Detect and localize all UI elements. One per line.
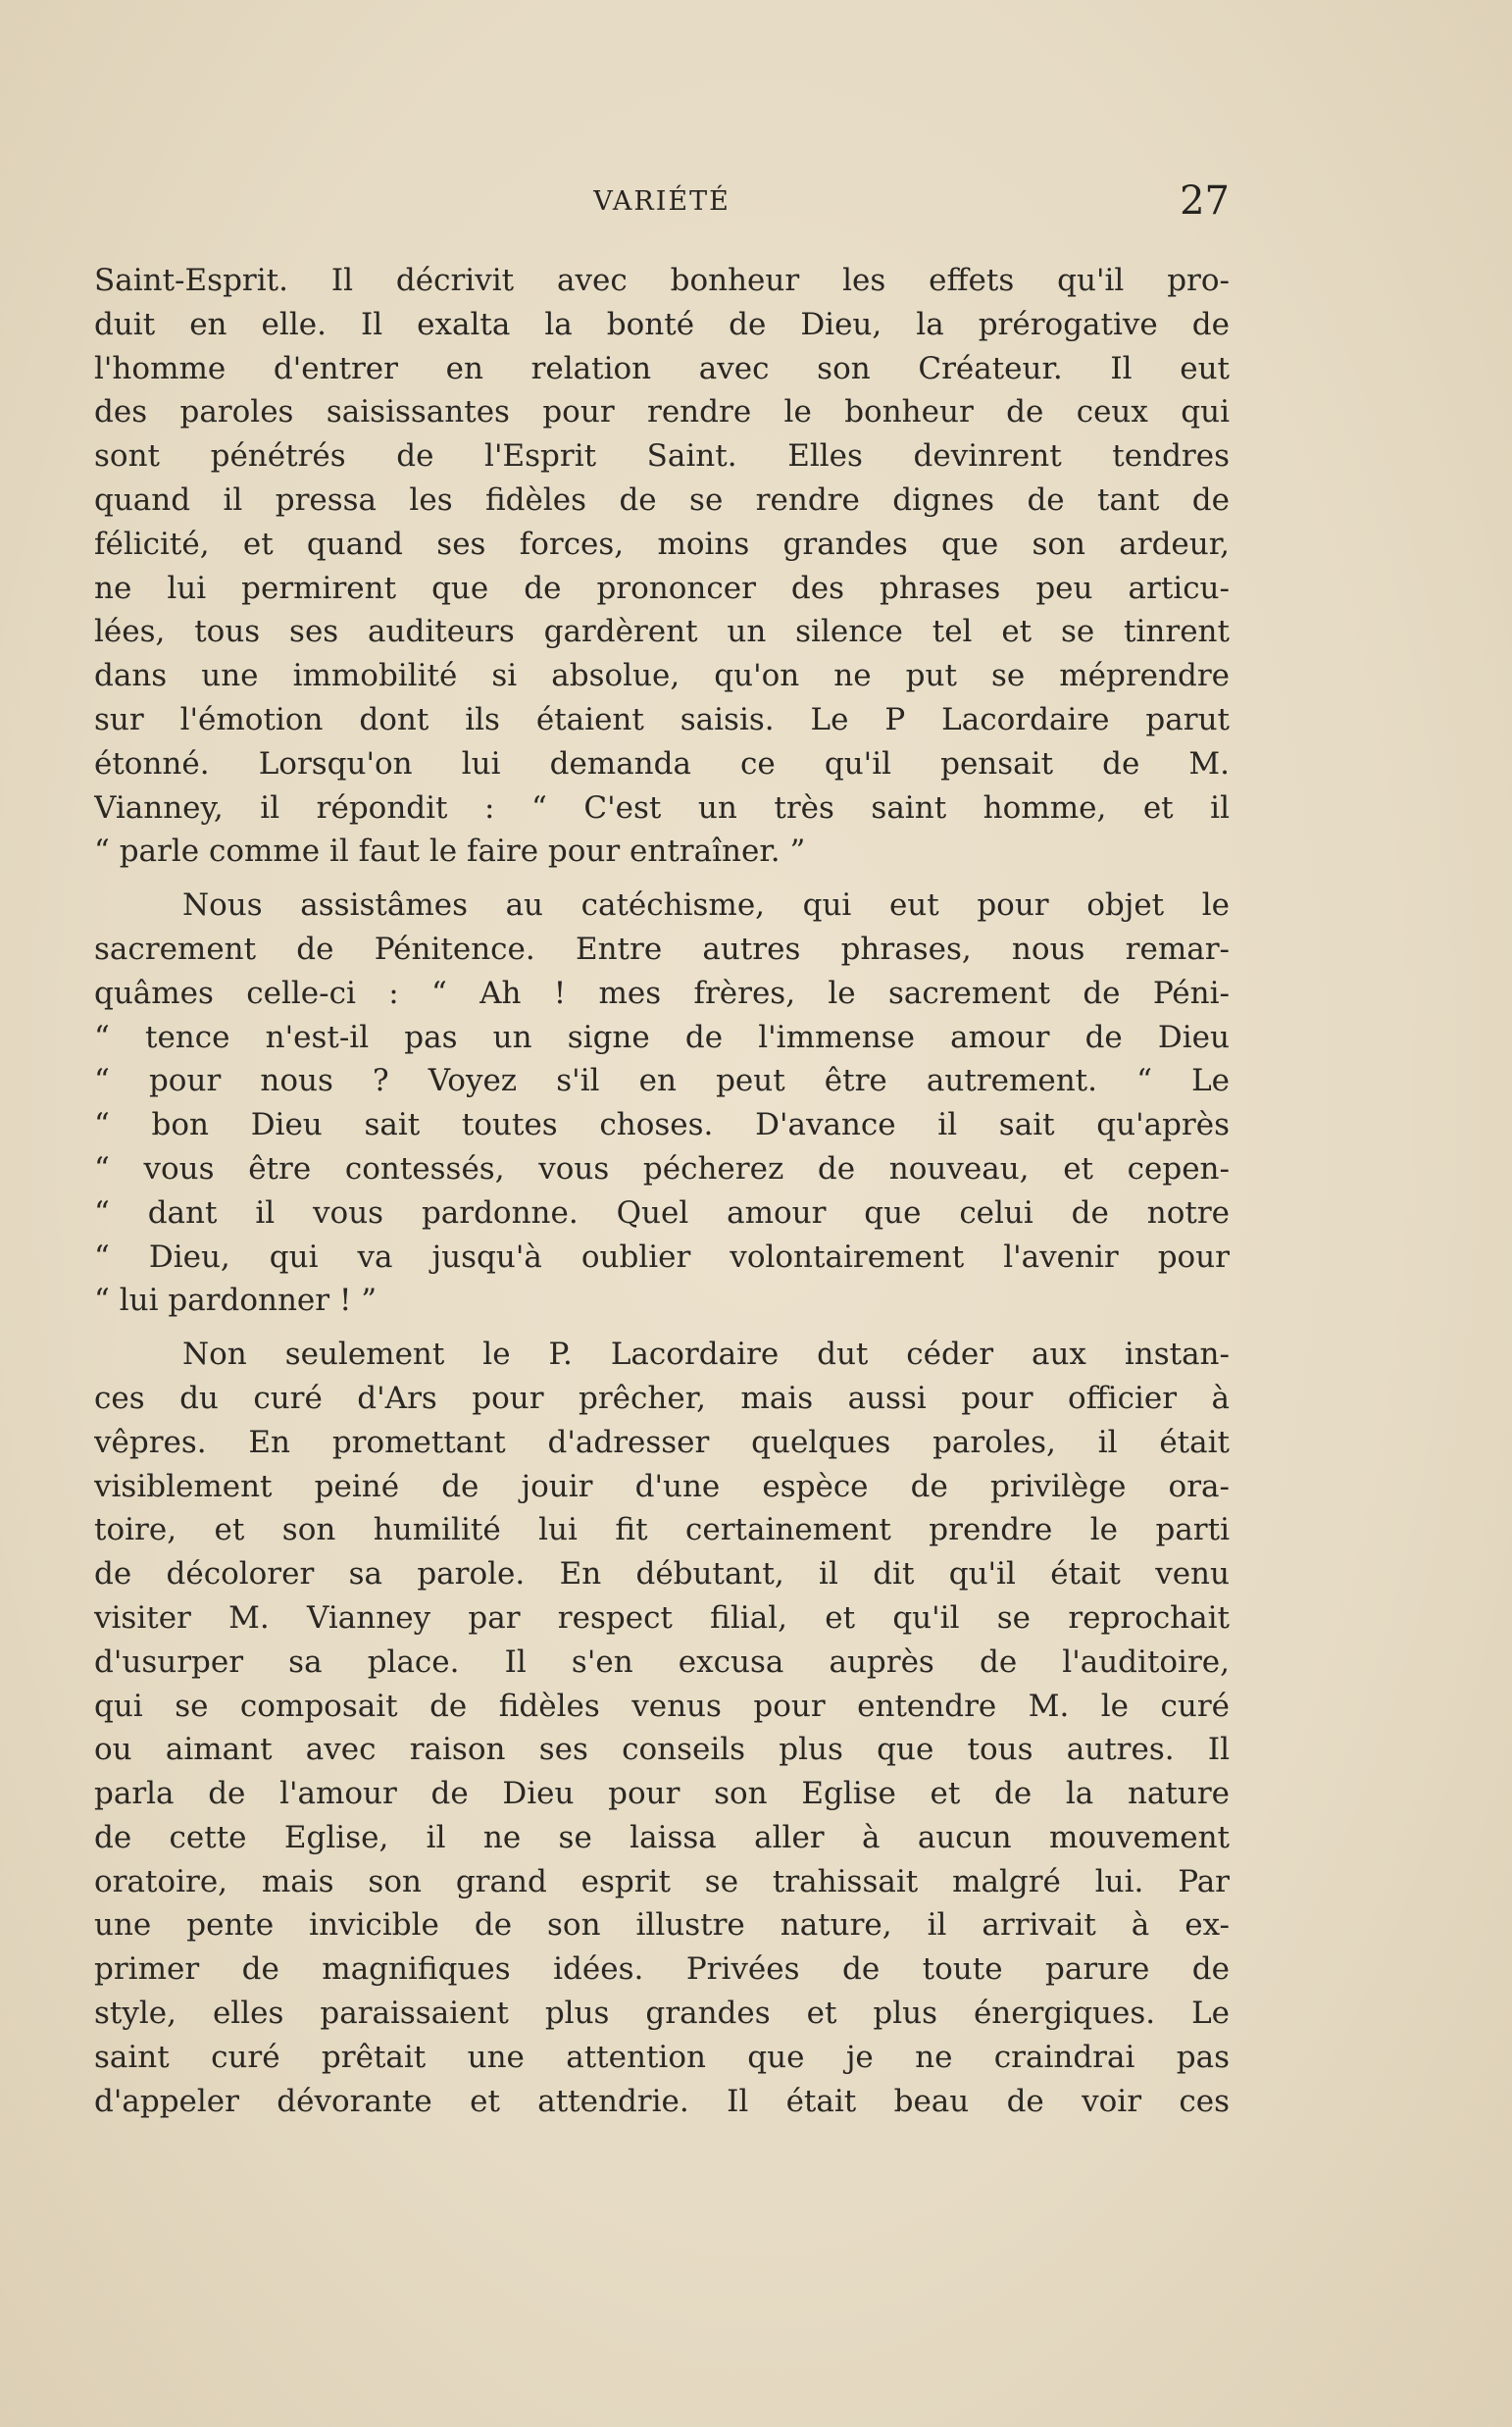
text-line: oratoire, mais son grand esprit se trahissait malgré lui. Par (94, 1863, 1230, 1899)
text-line: sont pénétrés de l'Esprit Saint. Elles devinrent tendres (94, 438, 1230, 475)
paragraph (94, 1333, 1230, 2123)
text-line: “ parle comme il faut le faire pour entraîner. ” (94, 834, 806, 870)
text-line: ne lui permirent que de prononcer des phrases peu articu- (94, 570, 1230, 606)
text-line: sacrement de Pénitence. Entre autres phrases, nous remar- (94, 931, 1230, 967)
text-line: “ bon Dieu sait toutes choses. D'avance il sait qu'après (94, 1107, 1230, 1143)
text-line: Nous assistâmes au catéchisme, qui eut pour objet le (182, 887, 1230, 924)
text-line: ou aimant avec raison ses conseils plus que tous autres. Il (94, 1732, 1230, 1768)
text-line: “ tence n'est-il pas un signe de l'immense amour de Dieu (94, 1019, 1230, 1055)
text-line: qui se composait de fidèles venus pour entendre M. le curé (94, 1688, 1230, 1724)
text-line: de décolorer sa parole. En débutant, il dit qu'il était venu (94, 1556, 1230, 1593)
text-line: félicité, et quand ses forces, moins grandes que son ardeur, (94, 526, 1230, 562)
text-line: “ pour nous ? Voyez s'il en peut être autrement. “ Le (94, 1063, 1230, 1099)
paragraph-gap (94, 1323, 1230, 1333)
text-line: style, elles paraissaient plus grandes et plus énergiques. Le (94, 1996, 1230, 2032)
paragraph-gap (94, 874, 1230, 884)
text-line: “ vous être contessés, vous pécherez de nouveau, et cepen- (94, 1150, 1230, 1187)
text-line: quand il pressa les fidèles de se rendre dignes de tant de (94, 481, 1230, 518)
text-line: une pente invicible de son illustre nature, il arrivait à ex- (94, 1907, 1230, 1944)
text-line: “ Dieu, qui va jusqu'à oublier volontairement l'avenir pour (94, 1239, 1230, 1275)
text-line: duit en elle. Il exalta la bonté de Dieu, la prérogative de (94, 306, 1230, 342)
text-line: des paroles saisissantes pour rendre le bonheur de ceux qui (94, 394, 1230, 430)
text-line: parla de l'amour de Dieu pour son Eglise et de la nature (94, 1776, 1230, 1812)
text-line: d'usurper sa place. Il s'en excusa auprès de l'auditoire, (94, 1643, 1230, 1680)
text-line: saint curé prêtait une attention que je ne craindrai pas (94, 2039, 1230, 2075)
page-number: 27 (1180, 178, 1230, 224)
body-text (94, 259, 1230, 2123)
text-line: visiter M. Vianney par respect filial, et qu'il se reprochait (94, 1599, 1230, 1636)
text-line: de cette Eglise, il ne se laissa aller à aucun mouvement (94, 1819, 1230, 1855)
text-line: “ dant il vous pardonne. Quel amour que celui de notre (94, 1194, 1230, 1231)
text-line: Non seulement le P. Lacordaire dut céder aux instan- (182, 1337, 1230, 1373)
paragraph (94, 884, 1230, 1323)
running-head: VARIÉTÉ (593, 186, 731, 217)
text-line: d'appeler dévorante et attendrie. Il était beau de voir ces (94, 2083, 1230, 2119)
text-line: visiblement peiné de jouir d'une espèce de privilège ora- (94, 1468, 1230, 1504)
text-line: dans une immobilité si absolue, qu'on ne put se méprendre (94, 658, 1230, 694)
paragraph (94, 259, 1230, 874)
text-line: vêpres. En promettant d'adresser quelques paroles, il était (94, 1424, 1230, 1460)
text-line: Saint-Esprit. Il décrivit avec bonheur les effets qu'il pro- (94, 263, 1230, 298)
text-line: étonné. Lorsqu'on lui demanda ce qu'il pensait de M. (94, 745, 1230, 782)
text-line: ces du curé d'Ars pour prêcher, mais aussi pour officier à (94, 1380, 1230, 1416)
text-line: quâmes celle-ci : “ Ah ! mes frères, le sacrement de Péni- (94, 975, 1230, 1011)
text-line: Vianney, il répondit : “ C'est un très saint homme, et il (94, 789, 1230, 826)
text-line: primer de magnifiques idées. Privées de toute parure de (94, 1951, 1230, 1988)
text-line: toire, et son humilité lui fit certainement prendre le parti (94, 1512, 1230, 1548)
text-line: sur l'émotion dont ils étaient saisis. Le P Lacordaire parut (94, 701, 1230, 737)
page-header (94, 175, 1230, 233)
text-line: l'homme d'entrer en relation avec son Créateur. Il eut (94, 350, 1230, 386)
text-line: lées, tous ses auditeurs gardèrent un silence tel et se tinrent (94, 614, 1230, 650)
text-line: “ lui pardonner ! ” (94, 1283, 378, 1319)
